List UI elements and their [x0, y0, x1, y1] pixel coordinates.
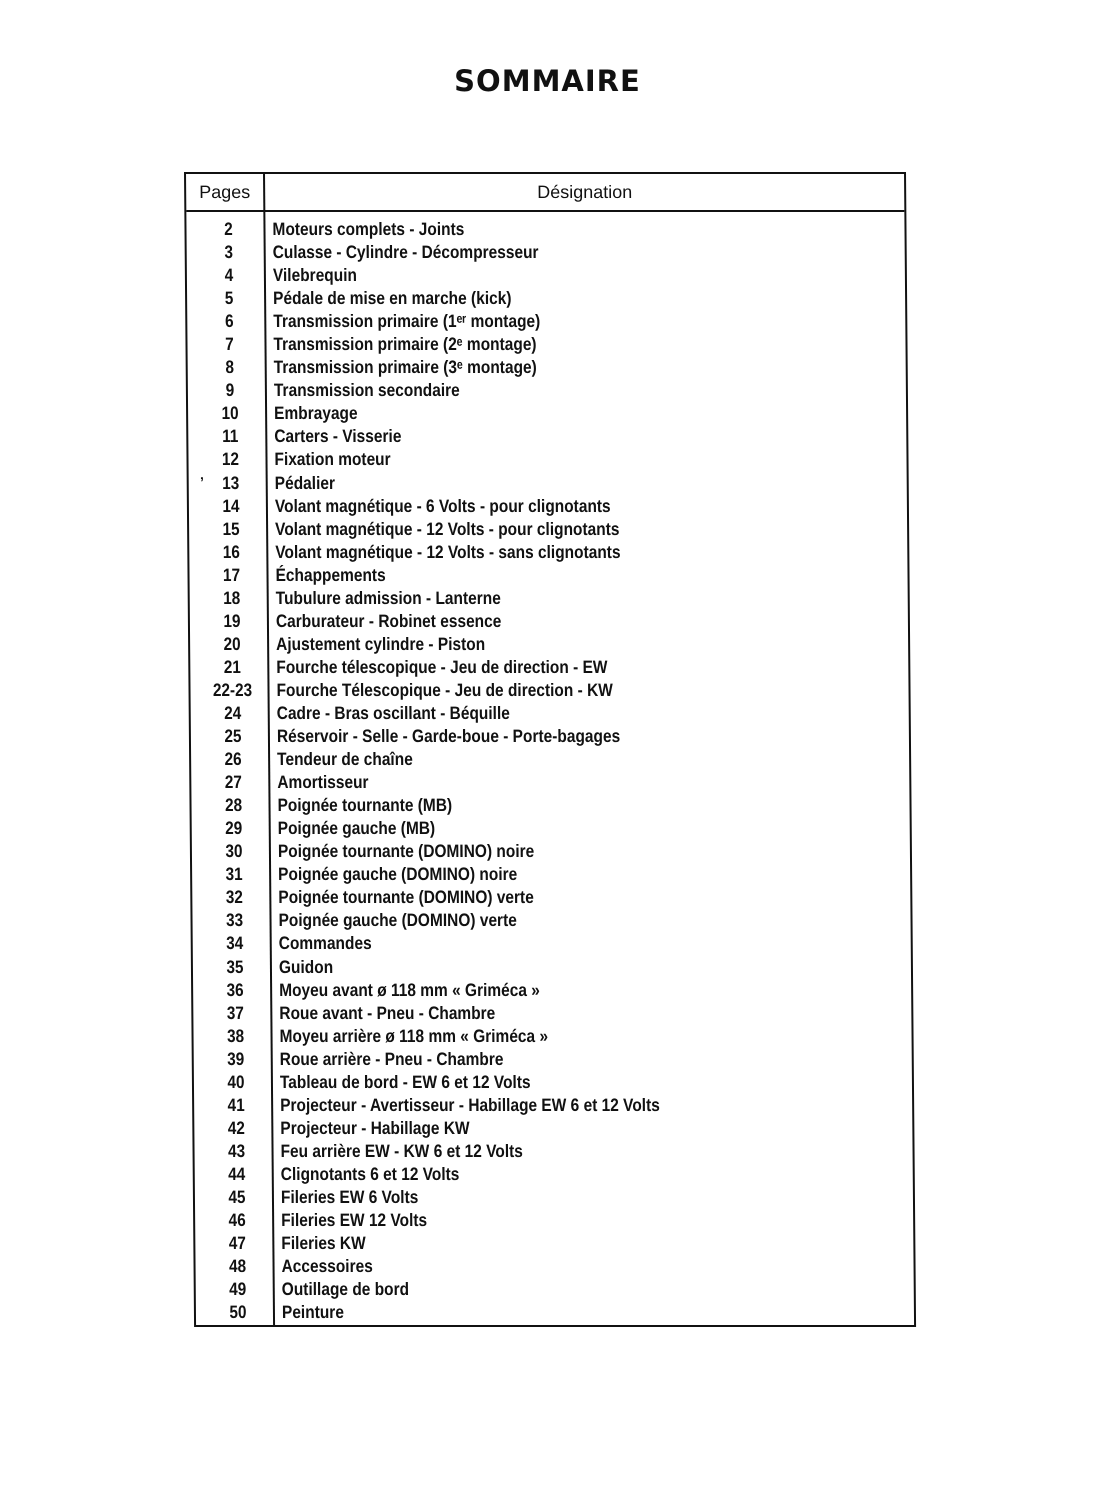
- row-designation: Fourche Télescopique - Jeu de direction - KW: [276, 679, 613, 700]
- table-row: [187, 311, 905, 334]
- row-page: 17: [222, 564, 241, 585]
- row-designation: Fixation moteur: [274, 449, 391, 470]
- row-designation: Fileries EW 12 Volts: [281, 1210, 428, 1231]
- row-page: 16: [222, 541, 240, 562]
- row-page: 26: [224, 749, 242, 770]
- table-row: [190, 680, 908, 703]
- row-page: 29: [225, 818, 243, 839]
- row-page: 43: [227, 1140, 246, 1161]
- row-designation: Amortisseur: [277, 772, 369, 793]
- row-designation: Projecteur - Habillage KW: [280, 1117, 470, 1138]
- row-designation: Pédale de mise en marche (kick): [273, 288, 512, 309]
- table-body: [186, 219, 914, 1325]
- row-page: 18: [223, 587, 241, 608]
- row-designation: Transmission secondaire: [273, 380, 460, 401]
- row-designation: Poignée tournante (DOMINO) verte: [278, 887, 534, 908]
- row-page: 49: [229, 1279, 247, 1300]
- row-designation: Guidon: [278, 956, 334, 977]
- row-page: 14: [222, 495, 240, 516]
- header-designation: Désignation: [537, 182, 633, 202]
- row-page: 13: [222, 472, 240, 493]
- row-designation: Commandes: [278, 933, 372, 954]
- row-page: 42: [227, 1117, 245, 1138]
- row-designation: Moteurs complets - Joints: [272, 219, 465, 239]
- row-designation: Carburateur - Robinet essence: [275, 610, 502, 631]
- row-designation: Tubulure admission - Lanterne: [275, 587, 501, 608]
- row-page: 11: [222, 426, 239, 447]
- row-designation: Transmission primaire (1ᵉʳ montage): [273, 311, 541, 332]
- row-designation: Tendeur de chaîne: [277, 749, 413, 770]
- table-row: [191, 772, 909, 795]
- table-row: [189, 542, 907, 565]
- row-page: 34: [226, 933, 244, 954]
- table-row: [195, 1187, 913, 1210]
- row-page: 2: [224, 219, 233, 239]
- row-page: 39: [227, 1048, 245, 1069]
- row-page: 35: [226, 956, 244, 977]
- row-page: 19: [223, 610, 241, 631]
- table-row: [194, 1049, 912, 1072]
- table-row: [190, 657, 908, 680]
- row-page: 7: [225, 334, 234, 355]
- table-row: [192, 841, 910, 864]
- row-page: 5: [224, 288, 234, 309]
- page-title: SOMMAIRE: [454, 64, 641, 98]
- table-row: [191, 795, 909, 818]
- row-page: 21: [223, 656, 241, 677]
- table-row: [196, 1279, 914, 1302]
- table-row: [193, 933, 911, 956]
- row-designation: Carters - Visserie: [274, 426, 402, 447]
- table-row: [195, 1164, 913, 1187]
- stray-mark: ʼ: [200, 474, 204, 490]
- table-row: [193, 957, 911, 980]
- table-header: [186, 174, 904, 212]
- row-page: 3: [224, 242, 234, 263]
- row-page: 27: [224, 772, 242, 793]
- row-page: 33: [225, 910, 244, 931]
- row-page: 8: [225, 357, 235, 378]
- table-row: [189, 496, 907, 519]
- row-page: 47: [228, 1233, 246, 1254]
- row-designation: Culasse - Cylindre - Décompresseur: [272, 242, 539, 263]
- table-row: [192, 887, 910, 910]
- row-page: 9: [225, 380, 235, 401]
- table-row: [191, 703, 909, 726]
- table-row: [187, 288, 905, 311]
- header-pages: Pages: [199, 182, 251, 202]
- table-row: [189, 565, 907, 588]
- row-designation: Transmission primaire (3ᵉ montage): [273, 357, 537, 378]
- row-designation: Poignée gauche (DOMINO) noire: [278, 864, 518, 885]
- row-page: 38: [226, 1025, 245, 1046]
- row-page: 28: [224, 795, 243, 816]
- row-page: 24: [224, 702, 242, 723]
- table-row: [192, 818, 910, 841]
- row-designation: Cadre - Bras oscillant - Béquille: [276, 702, 510, 723]
- table-row: [193, 1026, 911, 1049]
- row-page: 6: [224, 311, 234, 332]
- row-designation: Moyeu avant ø 118 mm « Griméca »: [279, 979, 540, 1000]
- row-page: 20: [223, 633, 241, 654]
- row-page: 44: [228, 1163, 246, 1184]
- row-designation: Vilebrequin: [272, 265, 358, 286]
- row-page: 31: [225, 864, 243, 885]
- table-row: [193, 980, 911, 1003]
- row-designation: Embrayage: [274, 403, 358, 424]
- row-designation: Poignée tournante (DOMINO) noire: [277, 841, 535, 862]
- row-designation: Fileries KW: [281, 1233, 366, 1254]
- table-row: [187, 334, 905, 357]
- table-row: [188, 357, 906, 380]
- table-row: [192, 864, 910, 887]
- table-row: [190, 588, 908, 611]
- table-row: [192, 910, 910, 933]
- row-designation: Volant magnétique - 12 Volts - sans clignotants: [275, 541, 621, 562]
- row-designation: Volant magnétique - 12 Volts - pour clignotants: [275, 518, 620, 539]
- table-row: [188, 426, 906, 449]
- row-designation: Poignée gauche (MB): [277, 818, 436, 839]
- row-page: 12: [221, 449, 240, 470]
- contents-table: [184, 172, 916, 1327]
- row-designation: Clignotants 6 et 12 Volts: [280, 1163, 460, 1184]
- row-designation: Réservoir - Selle - Garde-boue - Porte-bagages: [276, 726, 621, 747]
- row-designation: Poignée tournante (MB): [277, 795, 453, 816]
- row-page: 32: [225, 887, 243, 908]
- table-row: [191, 749, 909, 772]
- row-designation: Pédalier: [274, 472, 336, 493]
- row-page: 36: [226, 979, 244, 1000]
- table-row: [188, 380, 906, 403]
- row-page: 25: [224, 726, 242, 747]
- row-page: 48: [228, 1256, 247, 1277]
- table-row: [196, 1302, 914, 1325]
- table-row: [187, 242, 905, 265]
- row-designation: Tableau de bord - EW 6 et 12 Volts: [279, 1071, 531, 1092]
- table-row: [194, 1072, 912, 1095]
- table-row: [189, 519, 907, 542]
- row-page: 4: [224, 265, 234, 286]
- table-row: [194, 1118, 912, 1141]
- row-page: 22-23: [212, 679, 253, 700]
- row-designation: Moyeu arrière ø 118 mm « Griméca »: [279, 1025, 549, 1046]
- row-designation: Transmission primaire (2ᵉ montage): [273, 334, 537, 355]
- table-row: [190, 611, 908, 634]
- table-row: [190, 634, 908, 657]
- row-designation: Roue avant - Pneu - Chambre: [279, 1002, 496, 1023]
- row-page: 30: [225, 841, 243, 862]
- table-row: [187, 265, 905, 288]
- table-row: [188, 403, 906, 426]
- row-page: 40: [227, 1071, 245, 1092]
- row-page: 10: [221, 403, 239, 424]
- row-page: 37: [226, 1002, 244, 1023]
- row-page: 50: [229, 1302, 247, 1323]
- table-row: [194, 1141, 912, 1164]
- row-page: 15: [222, 518, 240, 539]
- table-row: [195, 1233, 913, 1256]
- table-row: [193, 1003, 911, 1026]
- table-row: [186, 219, 904, 242]
- row-designation: Projecteur - Avertisseur - Habillage EW 6 et 12 Volts: [280, 1094, 660, 1115]
- table-row: [189, 473, 907, 496]
- row-page: 46: [228, 1210, 246, 1231]
- row-page: 45: [228, 1186, 246, 1207]
- row-designation: Outillage de bord: [281, 1279, 410, 1300]
- row-designation: Feu arrière EW - KW 6 et 12 Volts: [280, 1140, 523, 1161]
- row-designation: Ajustement cylindre - Piston: [276, 633, 486, 654]
- table-row: [195, 1256, 913, 1279]
- table-row: [195, 1210, 913, 1233]
- row-designation: Accessoires: [281, 1256, 373, 1277]
- row-designation: Fourche télescopique - Jeu de direction - EW: [276, 656, 608, 677]
- row-designation: Fileries EW 6 Volts: [280, 1186, 419, 1207]
- table-row: [188, 449, 906, 472]
- row-designation: Peinture: [281, 1302, 344, 1323]
- row-designation: Volant magnétique - 6 Volts - pour clignotants: [274, 495, 611, 516]
- row-designation: Poignée gauche (DOMINO) verte: [278, 910, 517, 931]
- row-page: 41: [227, 1094, 245, 1115]
- row-designation: Échappements: [275, 564, 386, 585]
- row-designation: Roue arrière - Pneu - Chambre: [279, 1048, 504, 1069]
- table-row: [194, 1095, 912, 1118]
- table-row: [191, 726, 909, 749]
